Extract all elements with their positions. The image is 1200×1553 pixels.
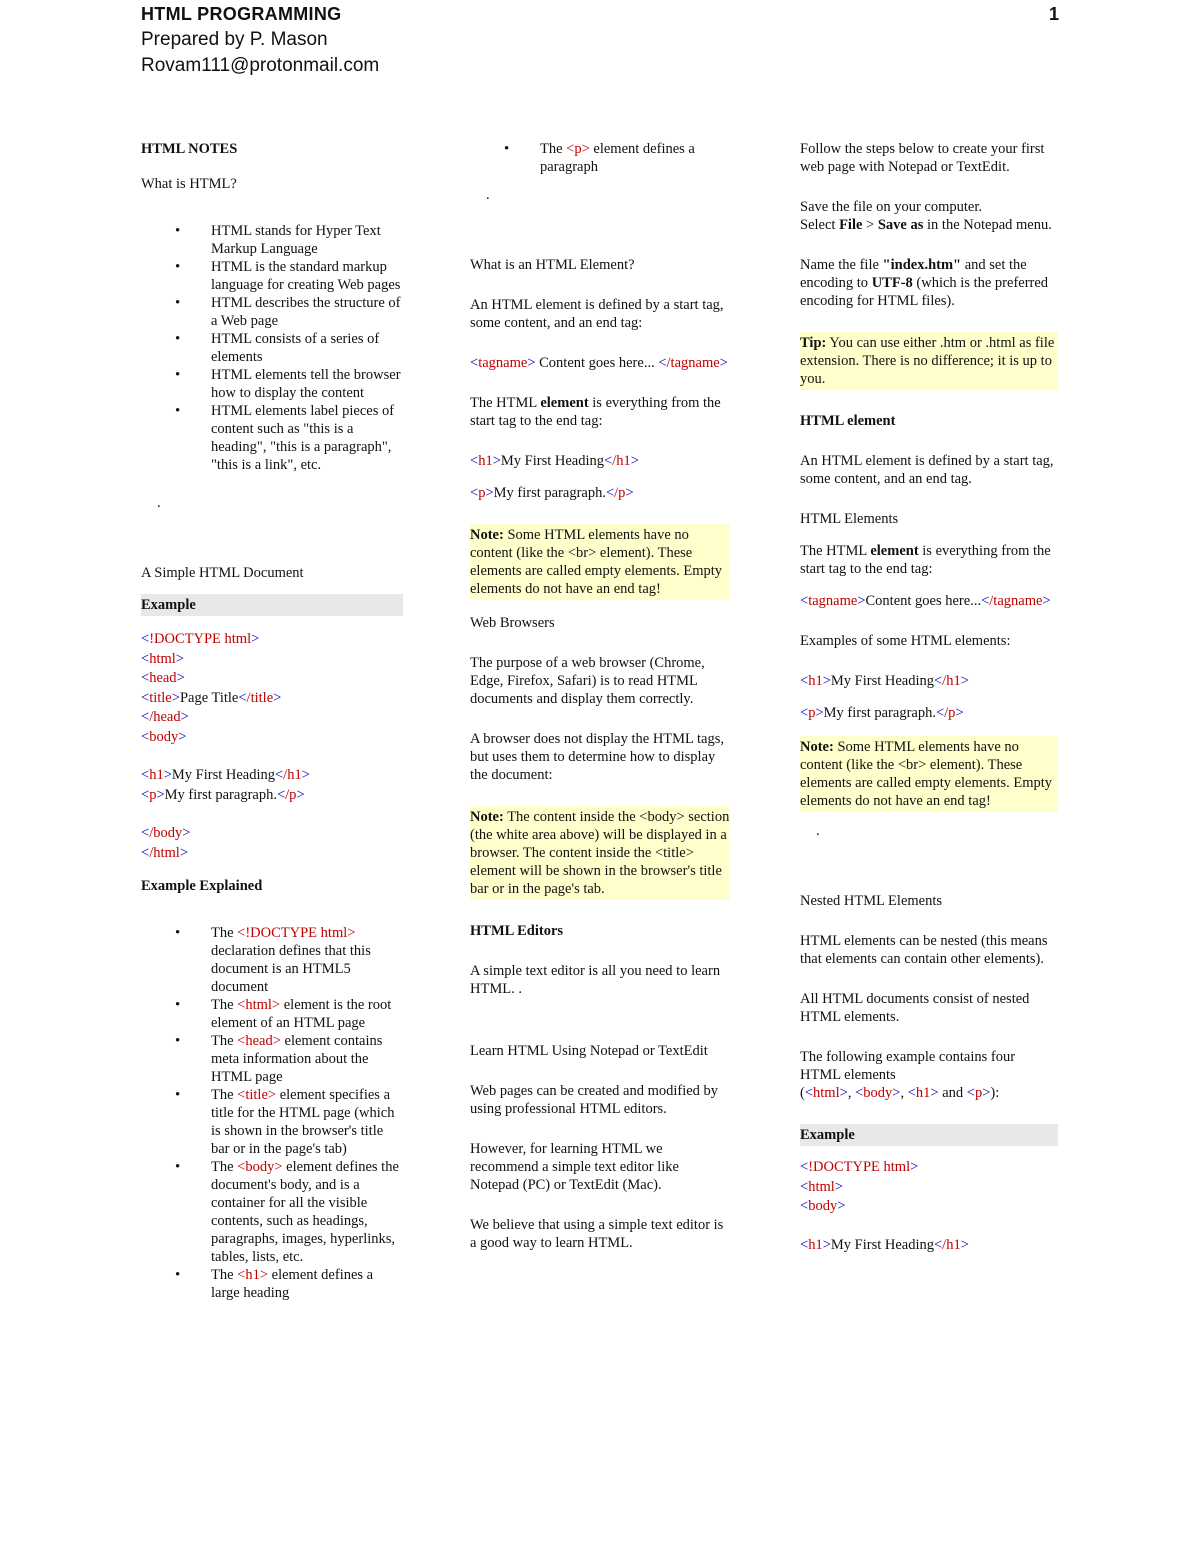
paragraph: The purpose of a web browser (Chrome, Edge, Firefox, Safari) is to read HTML documents and display them correctly.	[470, 655, 705, 707]
list-item: • The <p> element defines a paragraph	[470, 140, 730, 176]
code-example: <!DOCTYPE html> <html> <body> <h1>My First Heading</h1>	[800, 1159, 969, 1253]
subheading: Nested HTML Elements	[800, 893, 943, 909]
code-example: <!DOCTYPE html> <html> <head> <title>Page Title</title> </head> <body> <h1>My First Heading</h1> <p>My first paragraph.</p> </body> </html>	[141, 631, 310, 861]
paragraph: An HTML element is defined by a start tag, some content, and an end tag:	[470, 297, 724, 331]
list-item: • The <head> element contains meta information about the HTML page	[141, 1032, 403, 1086]
note-box: Note: Some HTML elements have no content (like the <br> element). These elements are called empty elements. Empty elements do not have an end tag!	[800, 736, 1058, 812]
paragraph: An HTML element is defined by a start tag, some content, and an end tag.	[800, 453, 1054, 487]
paragraph: Name the file "index.htm" and set the encoding to UTF-8 (which is the preferred encoding for HTML files).	[800, 257, 1049, 309]
subheading: A Simple HTML Document	[141, 565, 304, 581]
list-item: • The <title> element specifies a title for the HTML page (which is shown in the browser's title bar or in the page's tab)	[141, 1086, 403, 1158]
email-line: Rovam111@protonmail.com	[141, 55, 380, 76]
paragraph: HTML elements can be nested (this means that elements can contain other elements).	[800, 933, 1048, 967]
code-line: <p>My first paragraph.</p>	[470, 485, 634, 501]
code-line: <h1>My First Heading</h1>	[470, 453, 639, 469]
list-item: • HTML stands for Hyper Text Markup Language	[141, 222, 403, 258]
stray-dot: .	[157, 495, 161, 511]
subheading: HTML Elements	[800, 511, 899, 527]
code-line: <p>My first paragraph.</p>	[800, 705, 964, 721]
list-item: • HTML elements tell the browser how to display the content	[141, 366, 403, 402]
column-2	[470, 140, 730, 1252]
list-item: • HTML is the standard markup language for creating Web pages	[141, 258, 403, 294]
column-1	[141, 140, 403, 1302]
note-box: Note: Some HTML elements have no content (like the <br> element). These elements are called empty elements. Empty elements do not have an end tag!	[470, 524, 730, 600]
section-heading: HTML NOTES	[141, 141, 238, 157]
list-item: • The <html> element is the root element of an HTML page	[141, 996, 403, 1032]
paragraph: Web pages can be created and modified by using professional HTML editors.	[470, 1083, 719, 1117]
subheading: What is HTML?	[141, 176, 237, 192]
paragraph: We believe that using a simple text editor is a good way to learn HTML.	[470, 1217, 724, 1251]
paragraph: Examples of some HTML elements:	[800, 633, 1011, 649]
paragraph: Follow the steps below to create your first web page with Notepad or TextEdit.	[800, 141, 1045, 175]
list-item: • The <!DOCTYPE html> declaration defines that this document is an HTML5 document	[141, 924, 403, 996]
subheading: Example Explained	[141, 878, 263, 894]
author-line: Prepared by P. Mason	[141, 29, 328, 50]
tag-syntax: <tagname>Content goes here...</tagname>	[800, 593, 1051, 609]
code-line: <h1>My First Heading</h1>	[800, 673, 969, 689]
list-item: • HTML elements label pieces of content such as "this is a heading", "this is a paragraph", "this is a link", etc.	[141, 402, 403, 474]
example-heading: Example	[141, 594, 403, 616]
paragraph: The HTML element is everything from the start tag to the end tag:	[800, 543, 1051, 577]
column-3	[800, 140, 1058, 1255]
page-header	[141, 4, 379, 77]
list-item: • The <h1> element defines a large heading	[141, 1266, 403, 1302]
paragraph: All HTML documents consist of nested HTML elements.	[800, 991, 1030, 1025]
stray-dot: .	[816, 823, 820, 839]
doc-title: HTML PROGRAMMING	[141, 4, 342, 24]
paragraph: The following example contains four HTML elements (<html>, <body>, <h1> and <p>):	[800, 1049, 1016, 1101]
paragraph: Save the file on your computer. Select File > Save as in the Notepad menu.	[800, 199, 1052, 233]
list-item: • HTML describes the structure of a Web page	[141, 294, 403, 330]
page-number: 1	[1048, 4, 1059, 24]
tip-box: Tip: You can use either .htm or .html as file extension. There is no difference; it is up to you.	[800, 332, 1058, 390]
subheading: Web Browsers	[470, 615, 555, 631]
paragraph: The HTML element is everything from the start tag to the end tag:	[470, 395, 721, 429]
subheading: HTML Editors	[470, 923, 564, 939]
paragraph: A simple text editor is all you need to learn HTML. .	[470, 963, 721, 997]
subheading: What is an HTML Element?	[470, 257, 635, 273]
html-bullet-list	[141, 222, 403, 474]
tag-syntax: <tagname> Content goes here... </tagname>	[470, 355, 728, 371]
note-box: Note: The content inside the <body> section (the white area above) will be displayed in a browser. The content inside the <title> element will be shown in the browser's title bar or in the page's tab.	[470, 806, 730, 900]
example-heading: Example	[800, 1124, 1058, 1146]
subheading: HTML element	[800, 413, 896, 429]
paragraph: However, for learning HTML we recommend a simple text editor like Notepad (PC) or TextEdit (Mac).	[470, 1141, 679, 1193]
list-item: • The <body> element defines the document's body, and is a container for all the visible contents, such as headings, paragraphs, images, hyperlinks, tables, lists, etc.	[141, 1158, 403, 1266]
p-bullet-list	[470, 140, 730, 176]
paragraph: A browser does not display the HTML tags, but uses them to determine how to display the document:	[470, 731, 724, 783]
list-item: • HTML consists of a series of elements	[141, 330, 403, 366]
stray-dot: .	[486, 187, 490, 203]
subheading: Learn HTML Using Notepad or TextEdit	[470, 1043, 708, 1059]
explained-list	[141, 924, 403, 1302]
